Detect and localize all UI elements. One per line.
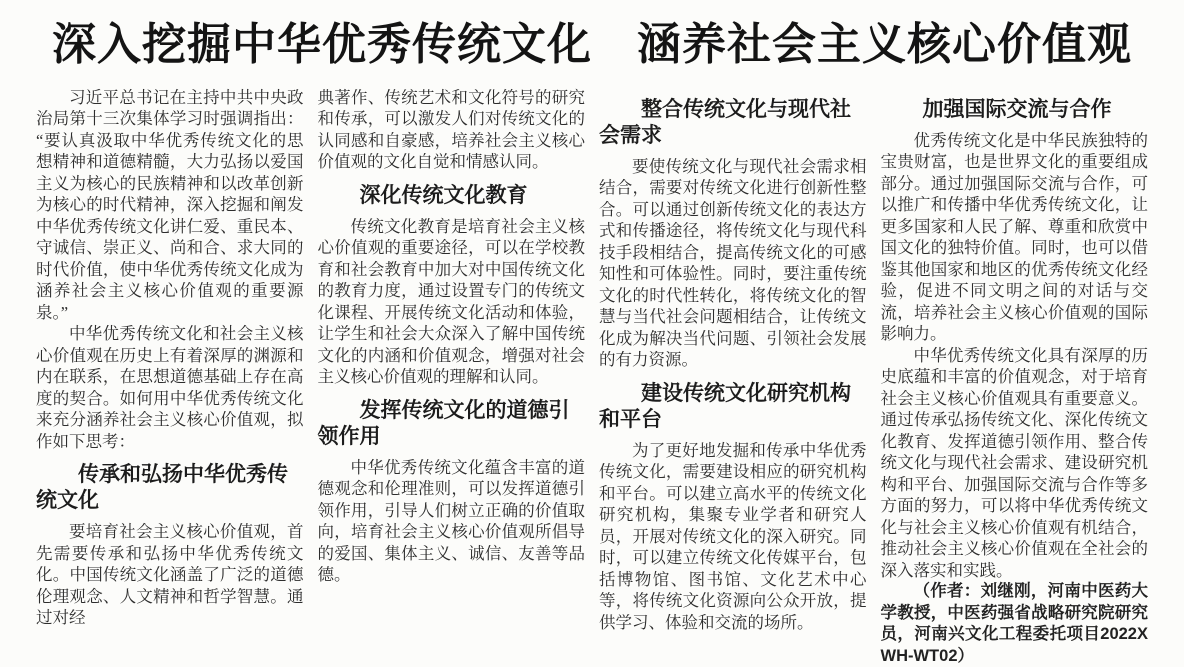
paragraph-intro-quote: 习近平总书记在主持中共中央政治局第十三次集体学习时强调指出：“要认真汲取中华优秀传统文化的思想精神和道德精髓，大力弘扬以爱国主义为核心的民族精神和以改革创新为核心的时代精神，深入挖掘和阐发中华优秀传统文化讲仁爱、重民本、守诚信、崇正义、尚和合、求大同的时代价值，使中华优秀传统文化成为涵养社会主义核心价值观的重要源泉。” [36,87,304,322]
column-3 [599,87,867,634]
column-2 [318,87,586,586]
section-heading-research-institutions: 建设传统文化研究机构和平台 [599,381,851,431]
section-heading-international-exchange: 加强国际交流与合作 [922,97,1112,121]
paragraph-inherit-promote-continued: 典著作、传统艺术和文化符号的研究和传承，可以激发人们对传统文化的认同感和自豪感，培养社会主义核心价值观的文化自觉和情感认同。 [317,87,585,172]
section-heading-inherit-promote: 传承和弘扬中华优秀传统文化 [36,463,288,513]
paragraph-conclusion: 中华优秀传统文化具有深厚的历史底蕴和丰富的价值观念，对于培育社会主义核心价值观具有重要意义。通过传承弘扬传统文化、深化传统文化教育、发挥道德引领作用、整合传统文化与现代社会需求、建设研究机构和平台、加强国际交流与合作等多方面的努力，可以将中华优秀传统文化与社会主义核心价值观有机结合，推动社会主义核心价值观在全社会的深入落实和实践。 [880,345,1148,580]
paragraph-moral-guidance: 中华优秀传统文化蕴含丰富的道德观念和伦理准则，可以发挥道德引领作用，引导人们树立正确的价值取向，培育社会主义核心价值观所倡导的爱国、集体主义、诚信、友善等品德。 [317,457,585,585]
section-heading-integrate-modern-needs: 整合传统文化与现代社会需求 [599,97,851,147]
article-title: 深入挖掘中华优秀传统文化 涵养社会主义核心价值观 [52,20,1132,69]
section-heading-moral-guidance: 发挥传统文化的道德引领作用 [317,398,570,448]
column-4 [881,87,1149,667]
author-note: （作者：刘继刚，河南中医药大学教授，中医药强省战略研究院研究员，河南兴文化工程委托项目2022XWH-WT02） [880,582,1148,665]
paragraph-intro-link: 中华优秀传统文化和社会主义核心价值观在历史上有着深厚的渊源和内在联系，在思想道德基础上存在高度的契合。如何用中华优秀传统文化来充分涵养社会主义核心价值观，拟作如下思考： [36,324,304,451]
paragraph-research-institutions: 为了更好地发掘和传承中华优秀传统文化，需要建设相应的研究机构和平台。可以建立高水平的传统文化研究机构，集聚专业学者和研究人员，开展对传统文化的深入研究。同时，可以建立传统文化传媒平台，包括博物馆、图书馆、文化艺术中心等，将传统文化资源向公众开放，提供学习、体验和交流的场所。 [599,440,867,632]
paragraph-international-exchange: 优秀传统文化是中华民族独特的宝贵财富，也是世界文化的重要组成部分。通过加强国际交流与合作，可以推广和传播中华优秀传统文化，让更多国家和人民了解、尊重和欣赏中国文化的独特价值。同时，也可以借鉴其他国家和地区的优秀传统文化经验，促进不同文明之间的对话与交流，培养社会主义核心价值观的国际影响力。 [880,130,1148,344]
paragraph-integrate-modern-needs: 要使传统文化与现代社会需求相结合，需要对传统文化进行创新性整合。可以通过创新传统文化的表达方式和传播途径，将传统文化与现代科技手段相结合，提高传统文化的可感知性和可体验性。同时，要注重传统文化的时代性转化，将传统文化的智慧与当代社会问题相结合，让传统文化成为解决当代问题、引领社会发展的有力资源。 [599,156,867,370]
article-columns [36,87,1148,667]
section-heading-deepen-education: 深化传统文化教育 [359,183,528,207]
paragraph-inherit-promote-start: 要培育社会主义核心价值观，首先需要传承和弘扬中华优秀传统文化。中国传统文化涵盖了广泛的道德伦理观念、人文精神和哲学智慧。通过对经 [36,522,304,628]
paragraph-deepen-education: 传统文化教育是培育社会主义核心价值观的重要途径，可以在学校教育和社会教育中加大对中国传统文化的教育力度，通过设置专门的传统文化课程、开展传统文化活动和体验，让学生和社会大众深入了解中国传统文化的内涵和价值观念，增强对社会主义核心价值观的理解和认同。 [317,216,585,387]
column-1 [36,87,304,629]
